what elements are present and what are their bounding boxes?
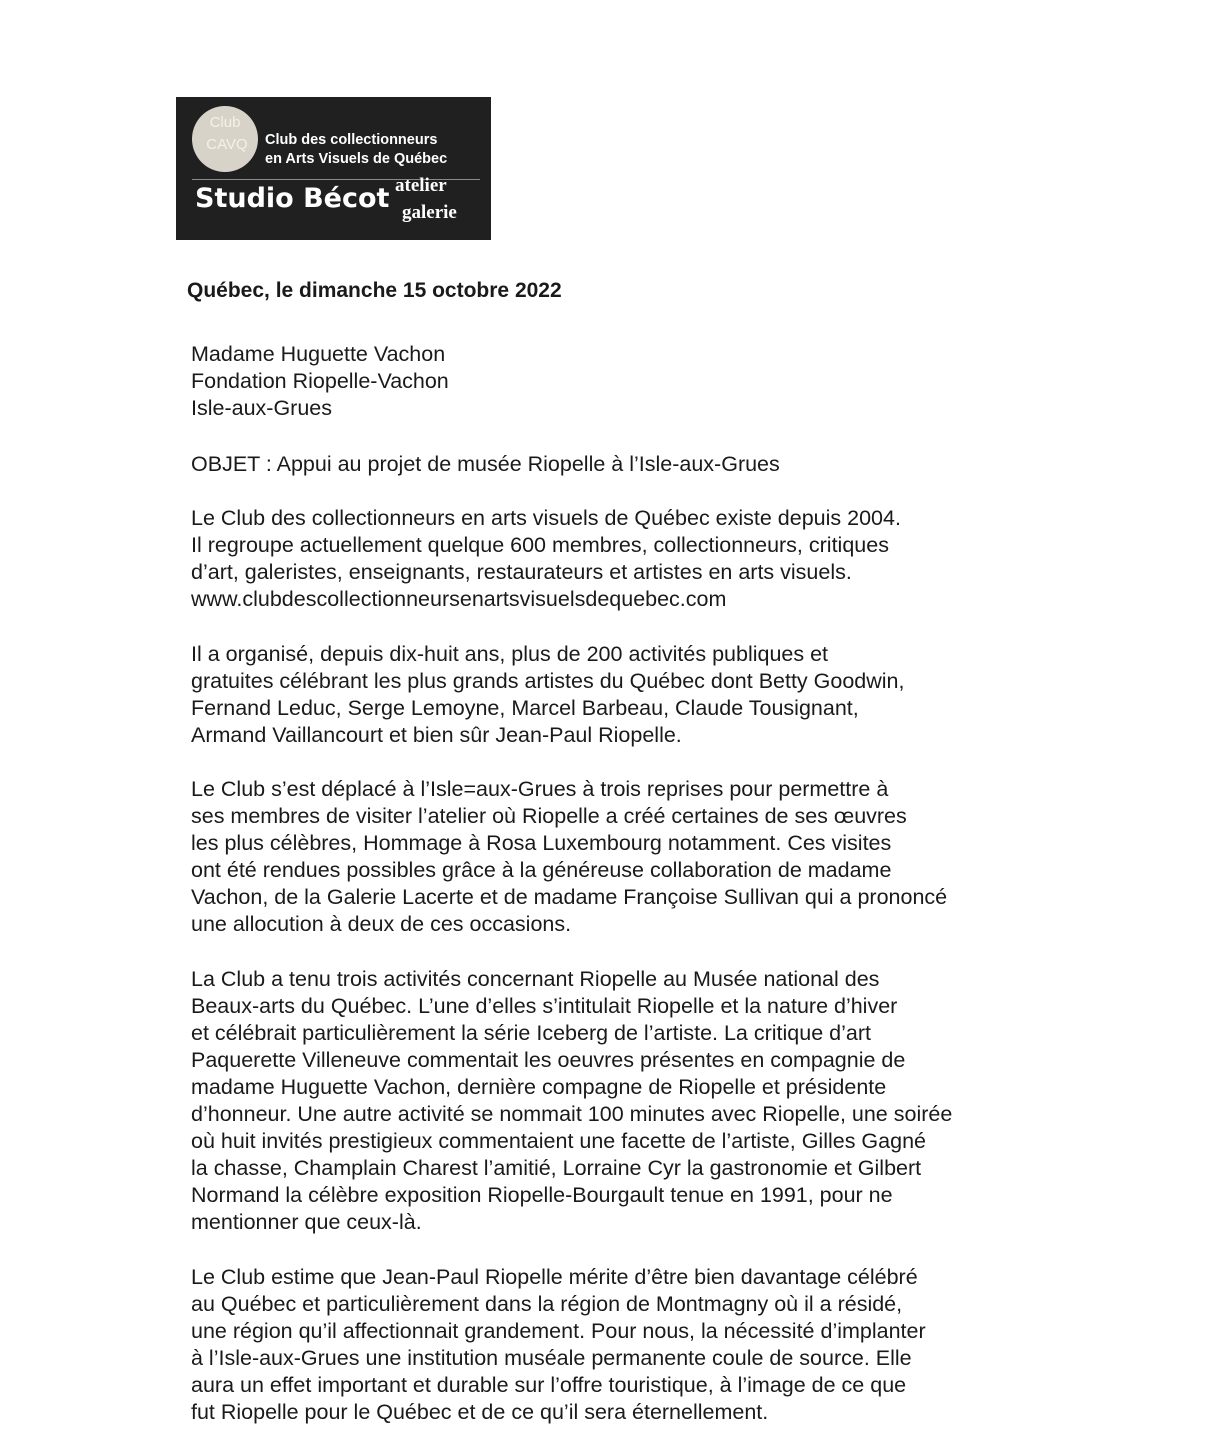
website-url: www.clubdescollectionneursenartsvisuelsdequebec.com	[191, 587, 727, 611]
paragraph-3	[191, 776, 947, 938]
paragraph-line: Vachon, de la Galerie Lacerte et de madame Françoise Sullivan qui a prononcé	[191, 885, 948, 909]
paragraph-1	[191, 505, 901, 613]
logo-club-name	[265, 131, 447, 169]
paragraph-line: Normand la célèbre exposition Riopelle-Bourgault tenue en 1991, pour ne	[191, 1183, 893, 1207]
paragraph-line: une région qu’il affectionnait grandement. Pour nous, la nécessité d’implanter	[191, 1319, 926, 1343]
paragraph-line: Il regroupe actuellement quelque 600 membres, collectionneurs, critiques	[191, 533, 889, 557]
letter-date: Québec, le dimanche 15 octobre 2022	[187, 279, 562, 302]
paragraph-line: à l’Isle-aux-Grues une institution muséale permanente coule de source. Elle	[191, 1346, 912, 1370]
recipient-line: Fondation Riopelle-Vachon	[191, 369, 449, 393]
paragraph-line: La Club a tenu trois activités concernant Riopelle au Musée national des	[191, 967, 880, 991]
paragraph-line: Il a organisé, depuis dix-huit ans, plus de 200 activités publiques et	[191, 642, 829, 666]
paragraph-line: ses membres de visiter l’atelier où Riopelle a créé certaines de ses œuvres	[191, 804, 907, 828]
paragraph-line: madame Huguette Vachon, dernière compagne de Riopelle et présidente	[191, 1075, 887, 1099]
paragraph-5	[191, 1264, 926, 1426]
paragraph-line: mentionner que ceux-là.	[191, 1210, 422, 1234]
paragraph-line: Le Club estime que Jean-Paul Riopelle mérite d’être bien davantage célébré	[191, 1265, 918, 1289]
recipient-address	[191, 341, 449, 422]
logo-atelier: atelier	[395, 175, 447, 196]
paragraph-4	[191, 966, 952, 1236]
paragraph-line: Le Club s’est déplacé à l’Isle=aux-Grues à trois reprises pour permettre à	[191, 777, 889, 801]
paragraph-line: Paquerette Villeneuve commentait les oeuvres présentes en compagnie de	[191, 1048, 906, 1072]
paragraph-line: au Québec et particulièrement dans la région de Montmagny où il a résidé,	[191, 1292, 903, 1316]
paragraph-line: Le Club des collectionneurs en arts visuels de Québec existe depuis 2004.	[191, 506, 901, 530]
logo-studio-name: Studio Bécot	[195, 183, 390, 214]
paragraph-line: aura un effet important et durable sur l’offre touristique, à l’image de ce que	[191, 1373, 907, 1397]
paragraph-line: Beaux-arts du Québec. L’une d’elles s’intitulait Riopelle et la nature d’hiver	[191, 994, 898, 1018]
cavq-circle-logo	[192, 106, 258, 172]
paragraph-line: d’honneur. Une autre activité se nommait 100 minutes avec Riopelle, une soirée	[191, 1102, 953, 1126]
paragraph-line: une allocution à deux de ces occasions.	[191, 912, 572, 936]
paragraph-line: où huit invités prestigieux commentaient une facette de l’artiste, Gilles Gagné	[191, 1129, 926, 1153]
club-logo	[176, 97, 491, 240]
logo-galerie: galerie	[402, 202, 457, 223]
paragraph-line: la chasse, Champlain Charest l’amitié, Lorraine Cyr la gastronomie et Gilbert	[191, 1156, 922, 1180]
paragraph-line: Fernand Leduc, Serge Lemoyne, Marcel Barbeau, Claude Tousignant,	[191, 696, 859, 720]
paragraph-line: Armand Vaillancourt et bien sûr Jean-Paul Riopelle.	[191, 723, 682, 747]
paragraph-line: les plus célèbres, Hommage à Rosa Luxembourg notamment. Ces visites	[191, 831, 892, 855]
paragraph-2	[191, 641, 905, 749]
paragraph-line: d’art, galeristes, enseignants, restaurateurs et artistes en arts visuels.	[191, 560, 852, 584]
recipient-line: Madame Huguette Vachon	[191, 342, 446, 366]
paragraph-line: gratuites célébrant les plus grands artistes du Québec dont Betty Goodwin,	[191, 669, 905, 693]
letter-subject: OBJET : Appui au projet de musée Riopelle à l’Isle-aux-Grues	[191, 452, 780, 476]
logo-club-name-line2: en Arts Visuels de Québec	[265, 151, 448, 167]
paragraph-line: fut Riopelle pour le Québec et de ce qu’il sera éternellement.	[191, 1400, 769, 1424]
recipient-line: Isle-aux-Grues	[191, 396, 332, 420]
logo-circle-line1: Club	[209, 114, 241, 131]
logo-club-name-line1: Club des collectionneurs	[265, 132, 438, 148]
paragraph-line: ont été rendues possibles grâce à la généreuse collaboration de madame	[191, 858, 892, 882]
logo-circle-line2: CAVQ	[206, 136, 248, 153]
paragraph-line: et célébrait particulièrement la série Iceberg de l’artiste. La critique d’art	[191, 1021, 871, 1045]
